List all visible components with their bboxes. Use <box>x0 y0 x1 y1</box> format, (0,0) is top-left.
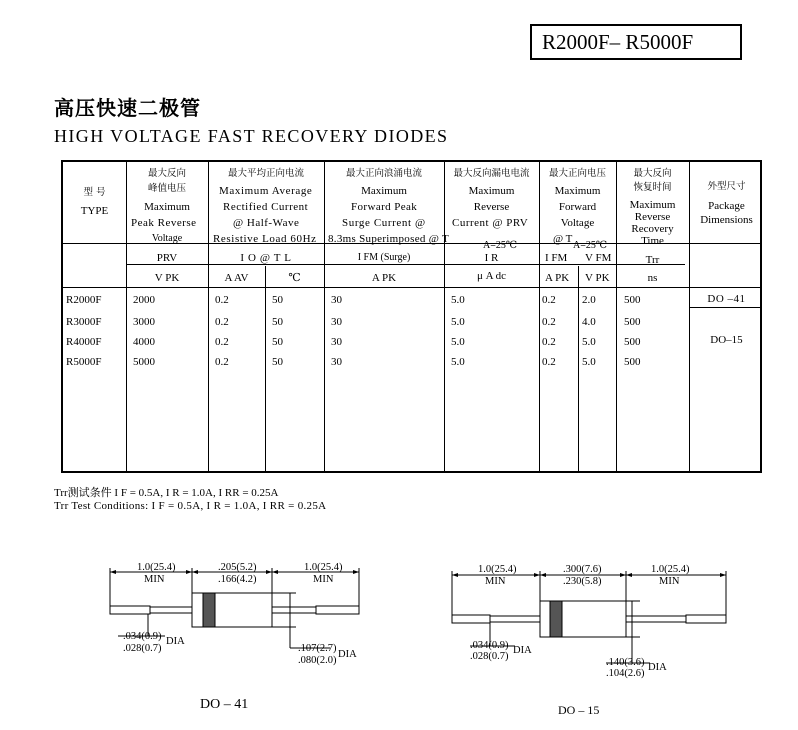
cell-ifm: 0.2 <box>542 294 556 306</box>
header-prv-en2: Peak Reverse <box>131 217 197 229</box>
do15-body-dia-min: .104(2.6) <box>606 668 645 679</box>
cell-tl: 50 <box>272 316 283 328</box>
header-vf-en3: Voltage <box>560 217 595 229</box>
header-ifsm-en4: 8.3ms Superimposed @ T <box>328 233 450 245</box>
title-english: HIGH VOLTAGE FAST RECOVERY DIODES <box>54 126 449 146</box>
cell-prv: 3000 <box>133 316 155 328</box>
header-vf-en1: Maximum <box>554 185 601 197</box>
header-prv-en1: Maximum <box>144 201 190 213</box>
unit-ifsm: I FM (Surge) <box>357 252 411 263</box>
cell-ifsm: 30 <box>331 336 342 348</box>
do15-lead-length: 1.0(25.4) <box>478 564 517 575</box>
header-io-cn: 最大平均正向电流 <box>227 168 304 179</box>
do15-body-dia-label: DIA <box>648 662 667 673</box>
cell-trr: 500 <box>624 316 641 328</box>
header-io-en3: @ Half-Wave <box>233 217 300 229</box>
cell-tl: 50 <box>272 336 283 348</box>
cell-ifm: 0.2 <box>542 356 556 368</box>
cell-prv: 4000 <box>133 336 155 348</box>
header-vf-cn: 最大正向电压 <box>548 168 606 179</box>
cell-vfm: 5.0 <box>582 336 596 348</box>
header-trr-en3: Recovery <box>631 223 674 235</box>
unit-trr: Trr <box>645 254 660 266</box>
cell-tl: 50 <box>272 294 283 306</box>
do41-lead-dia-max: .034(0.9) <box>123 631 162 642</box>
header-ir-en2: Reverse <box>473 201 510 213</box>
header-pkg-en2: Dimensions <box>700 214 753 226</box>
header-ifsm-en3: Surge Current @ <box>342 217 426 229</box>
unit-aav: A AV <box>224 272 249 284</box>
title-chinese: 高压快速二极管 <box>54 96 201 120</box>
do15-body-max: .300(7.6) <box>563 564 602 575</box>
unit-apk2: A PK <box>545 272 570 284</box>
cell-trr: 500 <box>624 294 641 306</box>
header-vf-en2: Forward <box>558 201 597 213</box>
unit-ir: I R <box>484 252 499 264</box>
unit-ns: ns <box>647 272 658 284</box>
cell-ifsm: 30 <box>331 316 342 328</box>
header-type-cn: 型 号 <box>83 187 106 198</box>
unit-io: I O @ T L <box>240 252 292 264</box>
cell-vfm: 2.0 <box>582 294 596 306</box>
cell-type: R3000F <box>66 316 102 328</box>
header-type-en: TYPE <box>80 205 109 217</box>
cell-io: 0.2 <box>215 336 229 348</box>
cell-ifsm: 30 <box>331 356 342 368</box>
cell-io: 0.2 <box>215 294 229 306</box>
header-ir-cn: 最大反向漏电电流 <box>453 168 530 179</box>
do15-lead-dia-label: DIA <box>513 645 532 656</box>
do41-body-min: .166(4.2) <box>218 574 257 585</box>
header-trr-cn2: 恢复时间 <box>633 182 672 193</box>
unit-apk: A PK <box>371 272 397 284</box>
do41-body-dia-label: DIA <box>338 649 357 660</box>
do15-body-min: .230(5.8) <box>563 576 602 587</box>
cell-type: R5000F <box>66 356 102 368</box>
package-do41: DO –41 <box>707 293 746 305</box>
cell-type: R2000F <box>66 294 102 306</box>
header-trr-en1: Maximum <box>629 199 676 211</box>
cell-ifsm: 30 <box>331 294 342 306</box>
do41-body-max: .205(5.2) <box>218 562 257 573</box>
unit-ifm: I FM <box>545 252 568 264</box>
do41-lead-dia-min: .028(0.7) <box>123 643 162 654</box>
header-trr-cn1: 最大反向 <box>633 168 672 179</box>
cell-ir: 5.0 <box>451 336 465 348</box>
part-range: R2000F– R5000F <box>542 30 694 54</box>
cell-io: 0.2 <box>215 356 229 368</box>
header-io-en1: Maximum Average <box>219 185 313 197</box>
unit-vpk: V PK <box>154 272 180 284</box>
cell-ir: 5.0 <box>451 316 465 328</box>
cell-ir: 5.0 <box>451 294 465 306</box>
header-pkg-cn: 外型尺寸 <box>707 181 746 192</box>
header-prv-cn2: 峰值电压 <box>147 183 186 194</box>
cell-trr: 500 <box>624 356 641 368</box>
header-ifsm-en1: Maximum <box>361 185 407 197</box>
do41-lead-length-2: 1.0(25.4) <box>304 562 343 573</box>
header-ifsm-en2: Forward Peak <box>351 201 418 213</box>
unit-vpk2: V PK <box>585 272 610 284</box>
do41-lead-dia-label: DIA <box>166 636 185 647</box>
package-do15: DO–15 <box>710 334 743 346</box>
header-vf-sub: A=25℃ <box>573 240 608 251</box>
unit-uadc: μ A dc <box>476 270 507 282</box>
cell-trr: 500 <box>624 336 641 348</box>
do41-lead-min-2: MIN <box>313 574 334 585</box>
header-vf-en4: @ T <box>553 233 573 245</box>
cell-vfm: 4.0 <box>582 316 596 328</box>
header-ir-en1: Maximum <box>468 185 515 197</box>
do15-lead-dia-max: .034(0.9) <box>470 640 509 651</box>
header-io-en4: Resistive Load 60Hz <box>213 233 317 245</box>
header-trr-en2: Reverse <box>634 211 671 223</box>
do15-lead-length-2: 1.0(25.4) <box>651 564 690 575</box>
cell-ifm: 0.2 <box>542 316 556 328</box>
do15-body-dia-max: .140(3.6) <box>606 657 645 668</box>
header-prv-en3: Voltage <box>151 233 183 244</box>
do41-body-dia-min: .080(2.0) <box>298 655 337 666</box>
cell-vfm: 5.0 <box>582 356 596 368</box>
header-trr-en4: Time <box>641 235 664 247</box>
header-prv-cn1: 最大反向 <box>147 168 186 179</box>
trr-conditions-cn: Trr测试条件 I F = 0.5A, I R = 1.0A, I RR = 0.25A <box>54 487 279 499</box>
do15-lead-min: MIN <box>485 576 506 587</box>
header-ifsm-sub: A=25℃ <box>483 240 518 251</box>
cell-ifm: 0.2 <box>542 336 556 348</box>
header-io-en2: Rectified Current <box>223 201 309 213</box>
do41-lead-length: 1.0(25.4) <box>137 562 176 573</box>
unit-deg: ℃ <box>288 272 301 284</box>
cell-prv: 5000 <box>133 356 155 368</box>
header-ir-en3: Current @ PRV <box>452 217 529 229</box>
cell-tl: 50 <box>272 356 283 368</box>
unit-vfm: V FM <box>585 252 612 264</box>
unit-prv: PRV <box>156 252 178 264</box>
do15-label: DO – 15 <box>558 703 600 717</box>
cell-prv: 2000 <box>133 294 155 306</box>
cell-type: R4000F <box>66 336 102 348</box>
header-pkg-en1: Package <box>708 200 745 212</box>
do15-lead-min-2: MIN <box>659 576 680 587</box>
do41-lead-min: MIN <box>144 574 165 585</box>
do41-label: DO – 41 <box>200 697 249 712</box>
cell-ir: 5.0 <box>451 356 465 368</box>
trr-conditions-en: Trr Test Conditions: I F = 0.5A, I R = 1.0A, I RR = 0.25A <box>54 500 327 512</box>
cell-io: 0.2 <box>215 316 229 328</box>
do41-body-dia-max: .107(2.7) <box>298 643 337 654</box>
do15-lead-dia-min: .028(0.7) <box>470 651 509 662</box>
header-ifsm-cn: 最大正向浪涌电流 <box>345 168 422 179</box>
